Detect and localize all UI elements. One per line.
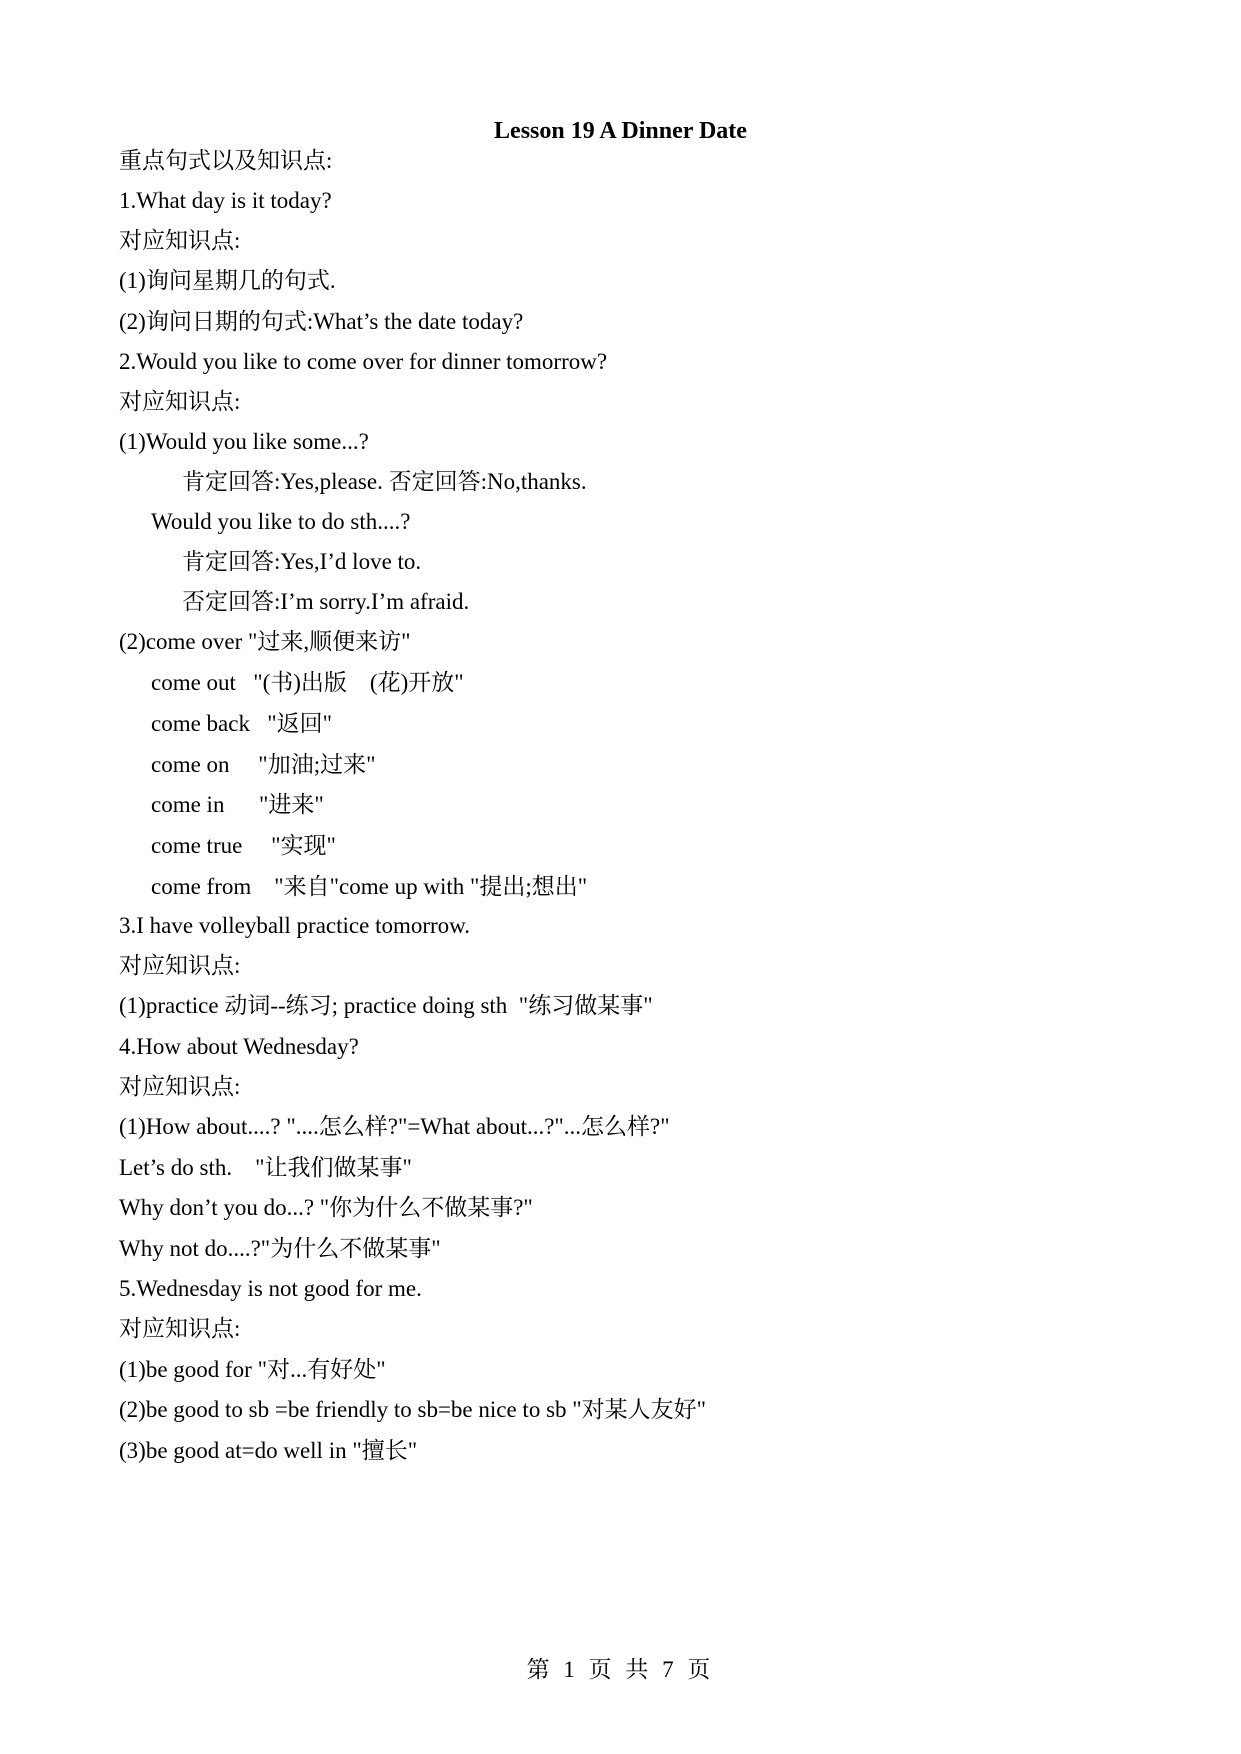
text-line: (2)询问日期的句式:What’s the date today? <box>119 309 524 334</box>
text-line: (3)be good at=do well in "擅长" <box>119 1438 418 1463</box>
text-line: 5.Wednesday is not good for me. <box>119 1276 422 1301</box>
text-line: Let’s do sth. "让我们做某事" <box>119 1155 412 1180</box>
text-line: 肯定回答:Yes,I’d love to. <box>182 549 422 574</box>
text-line: 对应知识点: <box>119 389 241 414</box>
text-line: come from "来自"come up with "提出;想出" <box>151 874 588 899</box>
text-line: 对应知识点: <box>119 953 241 978</box>
text-line: 1.What day is it today? <box>119 188 332 213</box>
text-line: 否定回答:I’m sorry.I’m afraid. <box>182 589 470 614</box>
text-line: (1)be good for "对...有好处" <box>119 1357 386 1382</box>
text-line: 对应知识点: <box>119 228 241 253</box>
text-line: (1)practice 动词--练习; practice doing sth "练习做某事" <box>119 993 653 1018</box>
text-line: come in "进来" <box>151 792 324 817</box>
text-line: 对应知识点: <box>119 1316 241 1341</box>
text-line: come on "加油;过来" <box>151 752 376 777</box>
text-line: (1)How about....? "....怎么样?"=What about...?"...怎么样?" <box>119 1114 670 1139</box>
text-line: 3.I have volleyball practice tomorrow. <box>119 913 471 938</box>
text-line: Why don’t you do...? "你为什么不做某事?" <box>119 1195 533 1220</box>
text-line: Would you like to do sth....? <box>151 509 411 534</box>
text-line: (1)Would you like some...? <box>119 429 369 454</box>
text-line: (1)询问星期几的句式. <box>119 268 336 293</box>
text-line: 4.How about Wednesday? <box>119 1034 359 1059</box>
text-line: Why not do....?"为什么不做某事" <box>119 1236 441 1261</box>
text-line: come out "(书)出版 (花)开放" <box>151 670 464 695</box>
text-line: (2)be good to sb =be friendly to sb=be nice to sb "对某人友好" <box>119 1397 707 1422</box>
document-title: Lesson 19 A Dinner Date <box>494 118 747 144</box>
text-line: 2.Would you like to come over for dinner tomorrow? <box>119 349 608 374</box>
text-line: (2)come over "过来,顺便来访" <box>119 629 411 654</box>
text-line: come back "返回" <box>151 711 333 736</box>
page-footer: 第 1 页 共 7 页 <box>526 1657 715 1682</box>
text-line: come true "实现" <box>151 833 336 858</box>
text-line: 重点句式以及知识点: <box>119 148 333 173</box>
text-line: 肯定回答:Yes,please. 否定回答:No,thanks. <box>182 469 587 494</box>
text-line: 对应知识点: <box>119 1074 241 1099</box>
